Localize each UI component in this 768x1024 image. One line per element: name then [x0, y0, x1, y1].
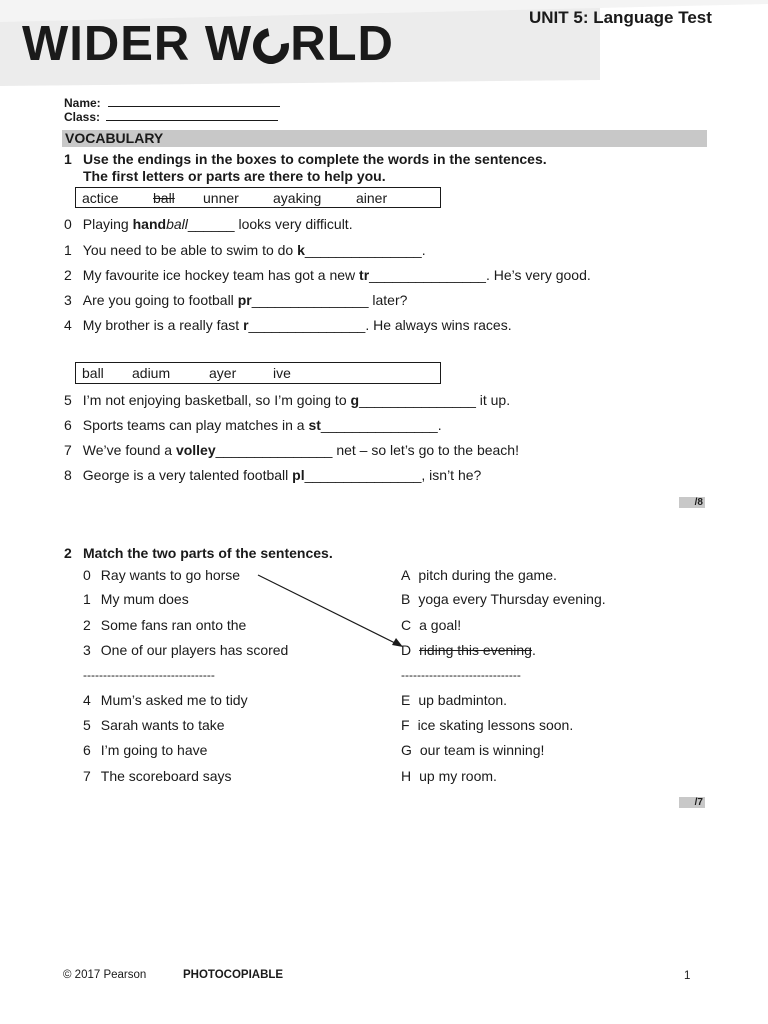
answer-blank[interactable]: _______________ [248, 317, 366, 333]
answer-blank[interactable]: _______________ [359, 392, 476, 408]
word-box-2-ending: ball [82, 365, 104, 381]
name-label: Name: [64, 96, 101, 110]
word-box-1 [75, 187, 441, 208]
page-number: 1 [684, 970, 691, 982]
word-box-2 [75, 362, 441, 384]
example-match-answer: riding this evening [419, 642, 532, 658]
match-right-item: B yoga every Thursday evening. [401, 591, 606, 607]
match-left-item: 0 Ray wants to go horse [83, 567, 241, 583]
word-box-2-ending: ive [273, 365, 291, 381]
unit-title: UNIT 5: Language Test [529, 8, 712, 27]
exercise1-item: 4 My brother is a really fast r_______________. He always wins races. [64, 317, 512, 333]
exercise2-number: 2 [64, 545, 72, 561]
exercise1-number: 1 [64, 151, 72, 167]
match-left-item: 7 The scoreboard says [83, 768, 232, 784]
word-box-1-ending: ainer [356, 190, 388, 206]
match-right-item: G our team is winning! [401, 742, 545, 758]
match-right-item: H up my room. [401, 768, 497, 784]
exercise1-item: 0 Playing handball______ looks very difficult. [64, 216, 353, 232]
word-box-2-ending: ayer [209, 365, 237, 381]
answer-blank[interactable]: _______________ [251, 292, 369, 308]
exercise1-item: 5 I’m not enjoying basketball, so I’m going to g_______________ it up. [64, 392, 511, 408]
answer-blank[interactable]: _______________ [320, 417, 438, 433]
example-answer: ball [166, 216, 188, 232]
match-left-item: 6 I’m going to have [83, 742, 208, 758]
exercise1-item: 7 We’ve found a volley_______________ net – so let’s go to the beach! [64, 442, 519, 458]
section-header-vocabulary [62, 130, 707, 147]
match-right-item: A pitch during the game. [401, 567, 557, 583]
exercise1-score-box: /8 [679, 497, 705, 508]
exercise1-item: 2 My favourite ice hockey team has got a new tr_______________. He’s very good. [64, 267, 591, 283]
wider-world-logo: WIDER W RLD [22, 17, 394, 71]
answer-blank[interactable]: _______________ [215, 442, 333, 458]
match-right-item: E up badminton. [401, 692, 508, 708]
name-field[interactable] [64, 95, 280, 110]
class-field[interactable] [64, 109, 278, 124]
answer-blank[interactable]: _______________ [369, 267, 486, 283]
match-right-item: D riding this evening. [401, 642, 536, 658]
exercise1-instruction-line2: The first letters or parts are there to help you. [83, 168, 386, 184]
word-box-1-ending: ball [153, 190, 175, 206]
answer-blank[interactable]: _______________ [304, 467, 422, 483]
footer-copyright: © 2017 Pearson [63, 969, 147, 981]
exercise1-item: 3 Are you going to football pr_______________ later? [64, 292, 408, 308]
match-left-item: 2 Some fans ran onto the [83, 617, 247, 633]
section-title: VOCABULARY [65, 130, 164, 146]
class-label: Class: [64, 110, 101, 124]
match-left-item: 1 My mum does [83, 591, 189, 607]
match-left-item: 5 Sarah wants to take [83, 717, 225, 733]
exercise2-instruction: Match the two parts of the sentences. [83, 545, 333, 561]
exercise1-item: 8 George is a very talented football pl_______________, isn’t he? [64, 467, 482, 483]
example-match-arrow [255, 570, 415, 655]
answer-blank[interactable]: ______ [187, 216, 235, 232]
match-right-item: C a goal! [401, 617, 462, 633]
exercise2-score-box: /7 [679, 797, 705, 808]
match-left-item: 3 One of our players has scored [83, 642, 289, 658]
footer-photocopiable: PHOTOCOPIABLE [183, 969, 284, 981]
match-left-item: 4 Mum’s asked me to tidy [83, 692, 248, 708]
exercise1-item: 6 Sports teams can play matches in a st_______________. [64, 417, 442, 433]
answer-blank[interactable]: _______________ [304, 242, 422, 258]
word-box-1-ending: ayaking [273, 190, 322, 206]
match-divider-right: ------------------------------ [401, 668, 521, 682]
match-right-item: F ice skating lessons soon. [401, 717, 574, 733]
word-box-1-ending: unner [203, 190, 239, 206]
exercise1-instruction-line1: Use the endings in the boxes to complete the words in the sentences. [83, 151, 547, 167]
logo-o-ring-icon [246, 21, 296, 71]
exercise1-item: 1 You need to be able to swim to do k_______________. [64, 242, 426, 258]
word-box-2-ending: adium [132, 365, 171, 381]
match-divider-left: --------------------------------- [83, 668, 215, 682]
word-box-1-ending: actice [82, 190, 119, 206]
